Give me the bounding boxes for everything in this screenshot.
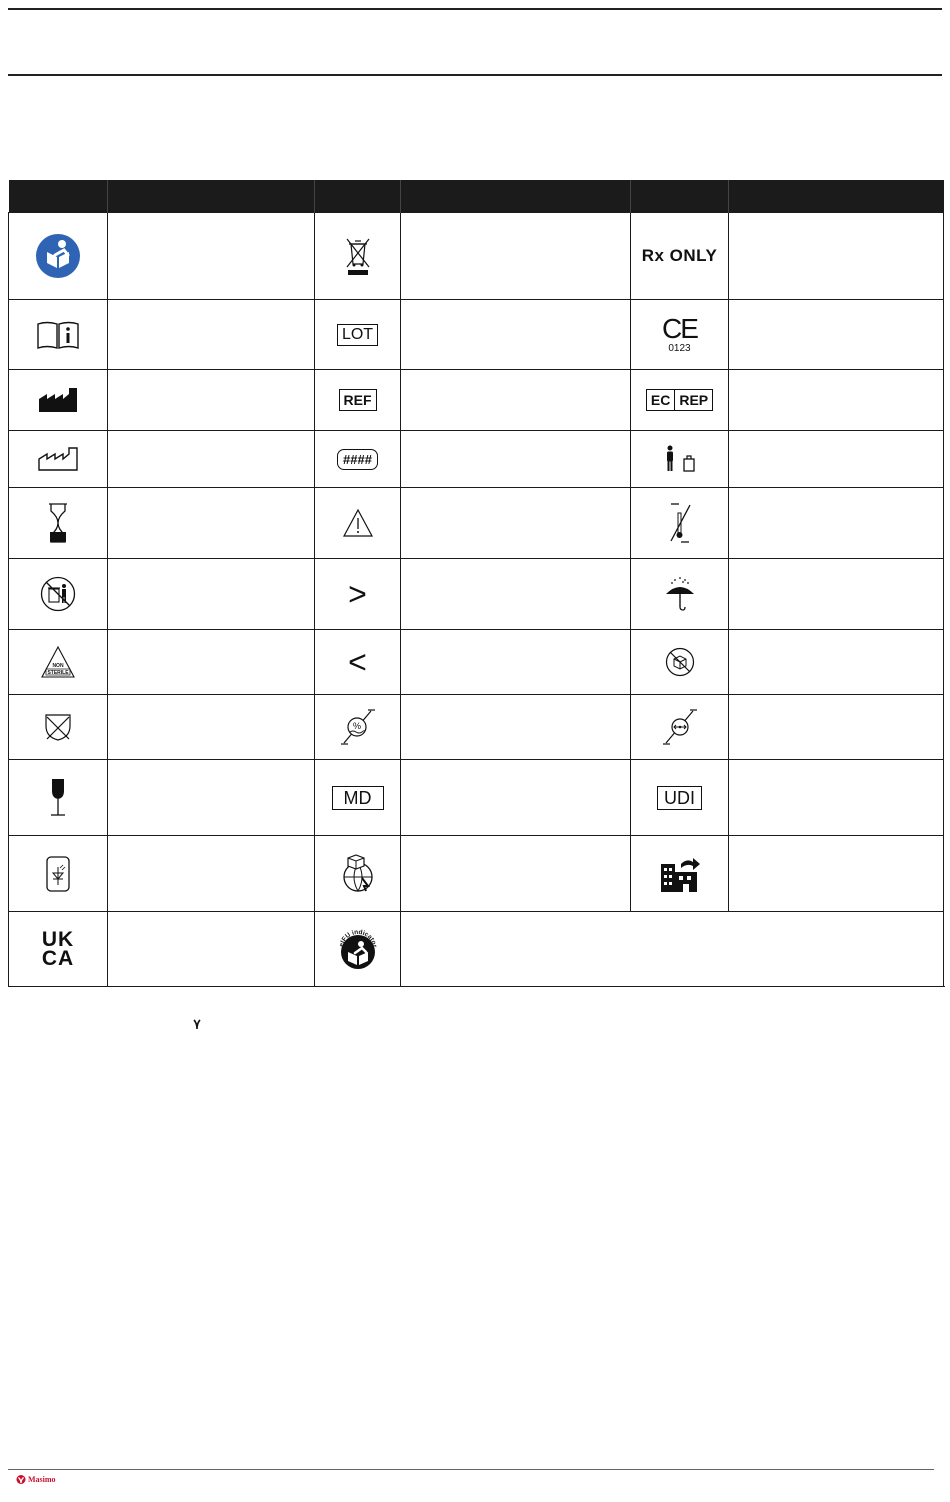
description-cell	[729, 760, 944, 836]
symbol-cell	[315, 912, 401, 987]
description-cell	[108, 630, 315, 695]
do-not-use-damaged-package-icon	[665, 647, 695, 677]
description-cell	[108, 912, 315, 987]
symbol-cell	[9, 836, 108, 912]
md-icon: MD	[332, 786, 384, 810]
table-row	[9, 559, 944, 630]
header-cell-description-2	[401, 180, 631, 213]
description-cell	[729, 370, 944, 431]
description-cell	[729, 630, 944, 695]
header-cell-description-3	[729, 180, 944, 213]
symbol-cell	[9, 559, 108, 630]
description-cell	[729, 695, 944, 760]
symbol-cell	[315, 213, 401, 300]
table-row	[9, 370, 944, 431]
symbol-cell	[9, 213, 108, 300]
symbol-cell	[631, 695, 729, 760]
keep-dry-umbrella-icon	[664, 576, 696, 612]
header-cell-symbol-3	[631, 180, 729, 213]
instructions-info-book-icon	[36, 320, 80, 350]
symbol-cell	[9, 431, 108, 488]
symbol-cell	[315, 370, 401, 431]
symbol-cell	[9, 300, 108, 370]
description-cell	[108, 370, 315, 431]
serial-number-icon: ####	[337, 449, 378, 470]
table-row	[9, 760, 944, 836]
svg-text:eIFU indicator: eIFU indicator	[337, 928, 378, 949]
symbol-cell	[631, 836, 729, 912]
description-cell	[401, 695, 631, 760]
header-cell-description-1	[108, 180, 315, 213]
description-cell	[108, 213, 315, 300]
svg-text:%: %	[352, 721, 361, 731]
distributor-globe-icon	[338, 854, 378, 894]
symbol-cell	[631, 559, 729, 630]
description-cell-merged	[401, 912, 944, 987]
pressure-limit-icon	[662, 708, 698, 746]
description-cell	[729, 300, 944, 370]
ce-mark-icon: CE 0123	[662, 312, 697, 354]
non-sterile-icon	[41, 646, 75, 678]
table-row	[9, 488, 944, 559]
table-row	[9, 431, 944, 488]
symbol-cell	[631, 213, 729, 300]
symbol-cell	[315, 695, 401, 760]
manufacturer-solid-icon	[38, 387, 78, 413]
svg-text:NON: NON	[52, 663, 64, 669]
symbol-cell	[315, 760, 401, 836]
manufacture-date-outline-icon	[38, 447, 78, 471]
table-row	[9, 836, 944, 912]
table-row	[9, 300, 944, 370]
symbol-cell	[9, 695, 108, 760]
symbol-cell	[631, 630, 729, 695]
symbol-cell	[9, 912, 108, 987]
table-header-row	[9, 180, 944, 213]
description-cell	[729, 559, 944, 630]
description-cell	[108, 836, 315, 912]
symbol-cell	[315, 431, 401, 488]
less-than-icon: <	[348, 644, 367, 680]
description-cell	[401, 300, 631, 370]
svg-text:STERILE: STERILE	[47, 670, 69, 676]
rx-only-icon: Rx ONLY	[641, 246, 718, 265]
symbol-cell	[9, 760, 108, 836]
table-row	[9, 213, 944, 300]
footnote-icon	[193, 1019, 201, 1030]
table-row	[9, 912, 944, 987]
efu-indicator-icon	[337, 928, 379, 970]
header-cell-symbol-1	[9, 180, 108, 213]
header-rule-top	[8, 8, 942, 10]
description-cell	[108, 431, 315, 488]
temperature-limit-icon	[666, 503, 694, 543]
masimo-logo: Masimo	[16, 1474, 56, 1485]
humidity-limit-icon	[340, 708, 376, 746]
footer-rule	[8, 1469, 934, 1470]
table-row	[9, 630, 944, 695]
symbol-cell	[315, 836, 401, 912]
lot-icon: LOT	[337, 324, 378, 346]
description-cell	[108, 300, 315, 370]
description-cell	[401, 431, 631, 488]
description-cell	[729, 431, 944, 488]
header-cell-symbol-2	[315, 180, 401, 213]
symbol-cell	[315, 630, 401, 695]
udi-icon: UDI	[657, 786, 702, 810]
importer-building-icon	[659, 854, 701, 894]
greater-than-icon: >	[348, 576, 367, 612]
symbol-cell	[631, 431, 729, 488]
description-cell	[108, 488, 315, 559]
ukca-mark-icon: UK CA	[41, 928, 75, 970]
description-cell	[108, 760, 315, 836]
symbol-cell	[631, 760, 729, 836]
description-cell	[729, 836, 944, 912]
consult-instructions-blue-icon	[35, 233, 81, 279]
weee-crossed-bin-icon	[343, 236, 373, 276]
description-cell	[401, 630, 631, 695]
description-cell	[401, 370, 631, 431]
description-cell	[729, 488, 944, 559]
header-rule-bottom	[8, 74, 942, 76]
symbol-cell	[9, 370, 108, 431]
description-cell	[401, 760, 631, 836]
do-not-discard-icon	[40, 576, 76, 612]
table-row	[9, 695, 944, 760]
description-cell	[108, 559, 315, 630]
fragile-glass-icon	[48, 778, 68, 818]
description-cell	[401, 488, 631, 559]
symbol-cell	[631, 300, 729, 370]
description-cell	[401, 213, 631, 300]
symbol-cell	[9, 488, 108, 559]
symbol-cell	[315, 300, 401, 370]
masimo-logo-icon	[16, 1474, 26, 1485]
ec-rep-icon: EC REP	[646, 389, 713, 411]
ref-icon: REF	[339, 389, 377, 411]
description-cell	[401, 559, 631, 630]
caution-triangle-icon	[342, 508, 374, 538]
light-emitting-device-icon	[45, 855, 71, 893]
description-cell	[729, 213, 944, 300]
description-cell	[108, 695, 315, 760]
symbols-table	[8, 180, 944, 987]
latex-free-icon	[43, 712, 73, 742]
symbol-cell	[9, 630, 108, 695]
symbol-cell	[631, 370, 729, 431]
use-by-hourglass-icon	[47, 503, 69, 543]
symbol-cell	[315, 488, 401, 559]
description-cell	[401, 836, 631, 912]
symbol-cell	[631, 488, 729, 559]
symbol-cell	[315, 559, 401, 630]
weight-limit-person-icon	[662, 445, 698, 473]
